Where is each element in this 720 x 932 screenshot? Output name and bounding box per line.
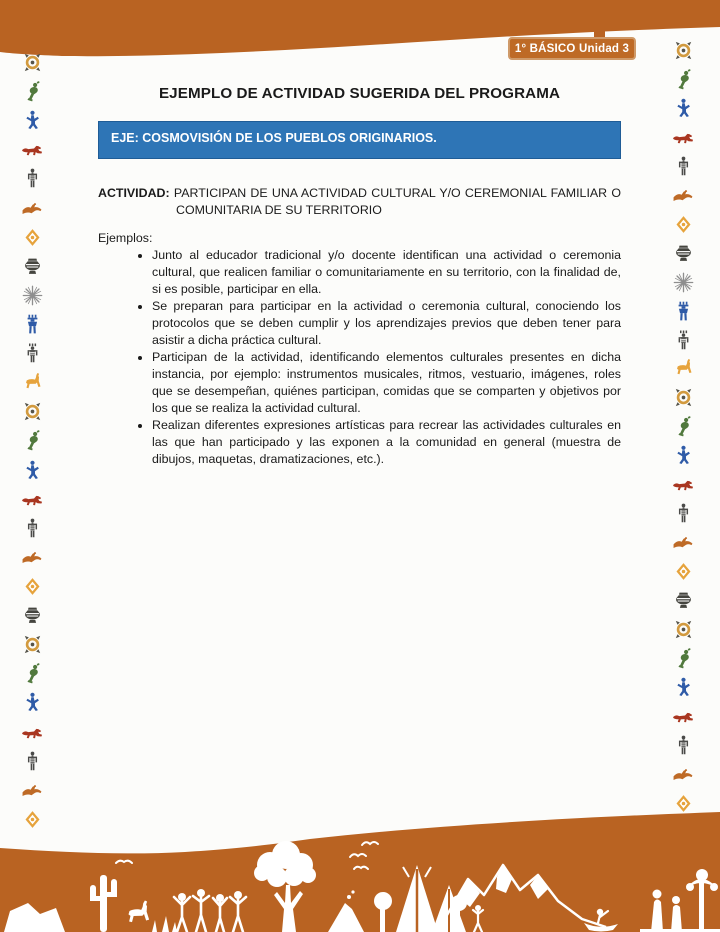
blue-figure-icon xyxy=(673,98,694,119)
diamond-icon xyxy=(673,561,694,582)
condor-icon xyxy=(670,532,696,553)
dancer-icon xyxy=(22,663,43,684)
right-border-icons xyxy=(668,40,698,814)
blue-figure-icon xyxy=(22,460,43,481)
example-item: • Junto al educador tradicional y/o docente identifican una actividad o ceremonia cultural, que realicen familiar o comunitariamente en su territorio, con la finalidad de, si es posible, participar en ella. xyxy=(152,247,621,298)
sun-spiral-icon xyxy=(673,387,694,408)
fox-icon xyxy=(19,139,45,160)
blue-figure-icon xyxy=(22,692,43,713)
person-icon xyxy=(673,503,694,524)
fox-icon xyxy=(670,127,696,148)
dark-chief-icon xyxy=(673,330,694,351)
condor-icon xyxy=(19,198,45,219)
dancer-icon xyxy=(673,416,694,437)
example-item: • Se preparan para participar en la actividad o ceremonia cultural, conociendo los protocolos que se deben cumplir y los aprendizajes previos que deben tener para asistir a dicha práctica cultural. xyxy=(152,298,621,349)
blue-chief-icon xyxy=(673,301,694,322)
examples-label: Ejemplos: xyxy=(98,231,153,245)
dancer-icon xyxy=(22,430,43,451)
star-icon xyxy=(673,272,694,293)
pot-icon xyxy=(673,590,694,611)
condor-icon xyxy=(670,764,696,785)
activity-paragraph xyxy=(98,185,621,219)
person-icon xyxy=(673,156,694,177)
condor-icon xyxy=(670,185,696,206)
pot-icon xyxy=(673,243,694,264)
example-item: • Participan de la actividad, identificando elementos culturales presentes en dicha instancia, por ejemplo: instrumentos musicales, ritmos, vestuario, imágenes, roles que se desempeñan, quiénes participan, comidas que se comparten y objetivos por los que se realiza la actividad cultural. xyxy=(152,349,621,417)
fox-icon xyxy=(19,489,45,510)
sun-spiral-icon xyxy=(22,52,43,73)
examples-list xyxy=(98,247,621,468)
sun-spiral-icon xyxy=(22,634,43,655)
eje-banner: EJE: COSMOVISIÓN DE LOS PUEBLOS ORIGINARIOS. xyxy=(98,121,621,159)
fox-icon xyxy=(670,474,696,495)
document-content xyxy=(98,84,621,468)
page-title: EJEMPLO DE ACTIVIDAD SUGERIDA DEL PROGRAMA xyxy=(158,85,561,102)
left-border-icons xyxy=(17,52,47,830)
dancer-icon xyxy=(673,648,694,669)
dancer-icon xyxy=(673,69,694,90)
person-icon xyxy=(673,735,694,756)
diamond-icon xyxy=(673,214,694,235)
blue-figure-icon xyxy=(22,110,43,131)
blue-figure-icon xyxy=(673,445,694,466)
diamond-icon xyxy=(22,576,43,597)
sun-spiral-icon xyxy=(673,40,694,61)
dark-chief-icon xyxy=(22,343,43,364)
dancer-icon xyxy=(22,81,43,102)
activity-text: PARTICIPAN DE UNA ACTIVIDAD CULTURAL Y/O CEREMONIAL FAMILIAR O COMUNITARIA DE SU TERRITORIO xyxy=(173,186,621,217)
pot-icon xyxy=(22,256,43,277)
person-icon xyxy=(22,168,43,189)
blue-figure-icon xyxy=(673,677,694,698)
llama-icon xyxy=(670,358,696,379)
example-item: • Realizan diferentes expresiones artísticas para recrear las actividades culturales en las que han participado y las exponen a la comunidad en general (muestra de dibujos, maquetas, dramatizaciones, etc.). xyxy=(152,417,621,468)
fox-icon xyxy=(19,722,45,743)
diamond-icon xyxy=(22,227,43,248)
person-icon xyxy=(22,751,43,772)
blue-chief-icon xyxy=(22,314,43,335)
llama-icon xyxy=(19,372,45,393)
condor-icon xyxy=(19,780,45,801)
fox-icon xyxy=(670,706,696,727)
sun-spiral-icon xyxy=(22,401,43,422)
unit-badge: 1° BÁSICO Unidad 3 xyxy=(508,37,636,60)
condor-icon xyxy=(19,547,45,568)
activity-label: ACTIVIDAD: xyxy=(98,186,170,200)
landscape-illustration xyxy=(0,805,720,932)
person-icon xyxy=(22,518,43,539)
sun-spiral-icon xyxy=(673,619,694,640)
star-icon xyxy=(22,285,43,306)
pot-icon xyxy=(22,605,43,626)
